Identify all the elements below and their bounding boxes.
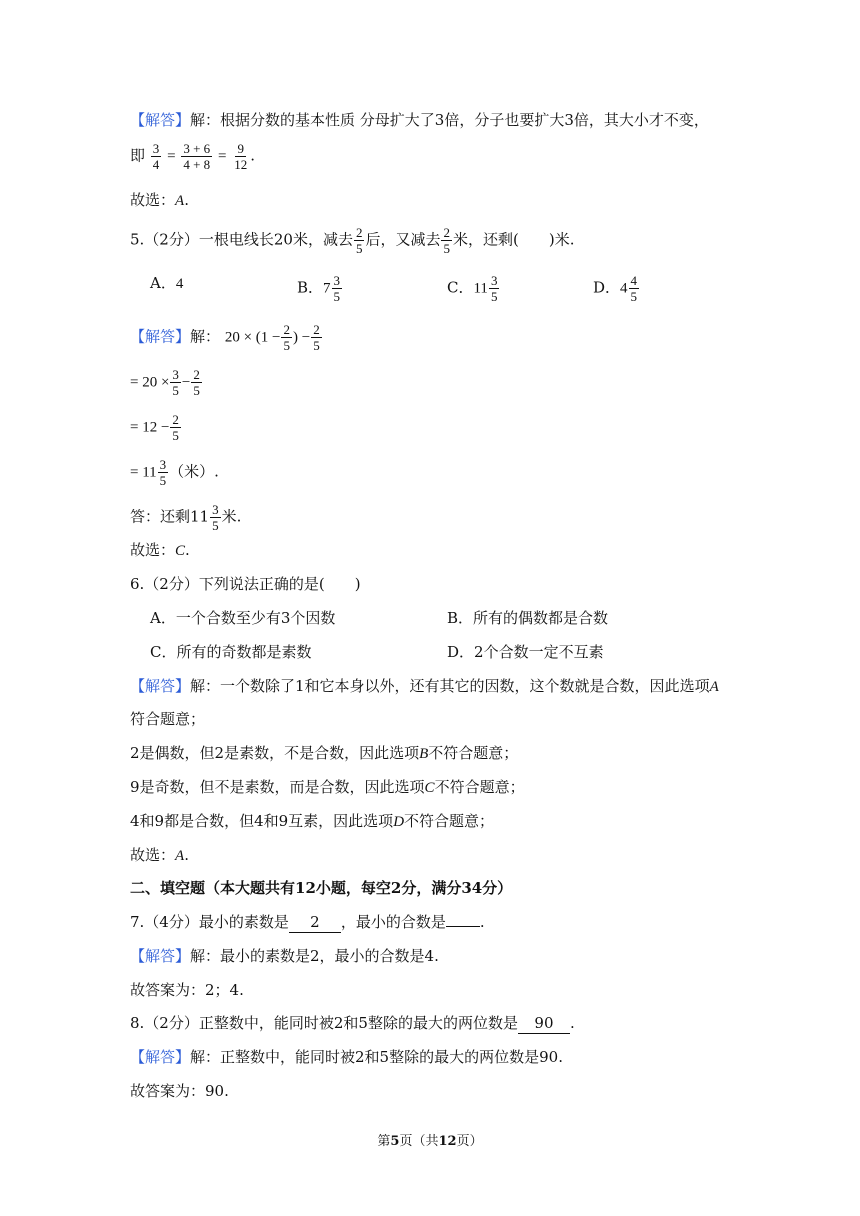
q6-answer-line-5: 4和9都是合数，但4和9互素，因此选项D不符合题意； [130, 812, 495, 830]
fraction: $\frac{3}{5}$ [333, 273, 341, 304]
fraction: $\frac{3}{5}$ [172, 367, 179, 398]
fraction: $\frac{2}{5}$ [313, 322, 320, 353]
q5-solution-line-3: = 12 − $\frac{2}{5}$ [130, 412, 179, 443]
choice-letter: C [175, 543, 186, 559]
q6-answer-line-2: 符合题意； [130, 710, 206, 728]
fill-blank: 2 [289, 912, 341, 933]
q6-option-a: A．一个合数至少有3个因数 [150, 609, 336, 627]
fraction: $\frac{3}{5}$ [212, 502, 219, 533]
q6-option-c: C．所有的奇数都是素数 [150, 643, 312, 661]
q8-stem: 8.（2分）正整数中，能同时被2和5整除的最大的两位数是 90 . [130, 1014, 575, 1032]
fraction: $\frac{9}{12}$ [234, 141, 248, 172]
fill-blank [446, 926, 480, 927]
fraction: $\frac{3 + 6}{4 + 8}$ [183, 141, 211, 172]
q5-option-d: D．4 $\frac{4}{5}$ [593, 273, 638, 304]
fill-blank: 90 [518, 1013, 570, 1034]
fraction: $\frac{3}{5}$ [159, 457, 167, 488]
answer-tag: 【解答】 [130, 677, 191, 695]
page-number: 5 [390, 1134, 400, 1149]
answer-tag: 【解答】 [130, 111, 191, 129]
q6-answer-line-1: 【解答】解：一个数除了1和它本身以外，还有其它的因数，这个数就是合数，因此选项A [130, 677, 719, 695]
q5-answer-sentence: 答：还剩11 $\frac{3}{5}$ 米. [130, 502, 242, 533]
q7-final: 故答案为：2；4. [130, 981, 244, 999]
q5-choice-line: 故选：C. [130, 541, 190, 559]
fraction: $\frac{4}{5}$ [630, 273, 638, 304]
fraction: $\frac{2}{5}$ [193, 367, 200, 398]
q6-stem: 6.（2分）下列说法正确的是( ) [130, 575, 361, 593]
q7-answer: 【解答】解：最小的素数是2，最小的合数是4. [130, 947, 439, 965]
answer-tag: 【解答】 [130, 947, 191, 965]
fraction: $\frac{2}{5}$ [355, 225, 363, 256]
q8-final: 故答案为：90. [130, 1082, 229, 1100]
fraction: $\frac{2}{5}$ [283, 322, 290, 353]
choice-letter: A [175, 193, 185, 209]
q6-option-b: B．所有的偶数都是合数 [447, 609, 609, 627]
section-heading: 二、填空题（本大题共有12小题，每空2分，满分34分） [130, 879, 513, 897]
total-pages: 12 [438, 1134, 457, 1149]
q5-option-a: A．4 [150, 274, 184, 292]
q7-stem: 7.（4分）最小的素数是 2 ，最小的合数是 . [130, 913, 485, 931]
q5-option-c: C．11 $\frac{3}{5}$ [447, 273, 498, 304]
answer-text: 解：根据分数的基本性质 分母扩大了3倍，分子也要扩大3倍，其大小才不变， [190, 111, 709, 129]
q8-answer: 【解答】解：正整数中，能同时被2和5整除的最大的两位数是90. [130, 1048, 563, 1066]
fraction: $\frac{2}{5}$ [172, 412, 179, 443]
q6-option-d: D．2个合数一定不互素 [447, 643, 604, 661]
q6-choice-line: 故选：A. [130, 846, 189, 864]
q4-fraction-equation: 即 $\frac{3}{4}$ = $\frac{3 + 6}{4 + 8}$ = $\frac{9}{12}$ . [130, 141, 255, 172]
q6-answer-line-3: 2是偶数，但2是素数，不是合数，因此选项B不符合题意； [130, 744, 519, 762]
q5-stem: 5.（2分）一根电线长20米，减去 $\frac{2}{5}$ 后，又减去 $\frac{2}{5}$ 米，还剩( )米. [130, 225, 575, 256]
fraction: $\frac{3}{4}$ [152, 141, 160, 172]
q6-answer-line-4: 9是奇数，但不是素数，而是合数，因此选项C不符合题意； [130, 778, 525, 796]
fraction: $\frac{2}{5}$ [443, 225, 450, 256]
q5-solution-line-2: = 20 × $\frac{3}{5}$ − $\frac{2}{5}$ [130, 367, 200, 398]
answer-tag: 【解答】 [130, 327, 191, 346]
choice-letter: A [175, 848, 185, 864]
q4-answer-line [130, 110, 709, 130]
q5-solution-line-4: = 11 $\frac{3}{5}$ （米）. [130, 457, 219, 488]
q5-solution-line-1: 【解答】解： 20 × (1 − $\frac{2}{5}$ ) − $\frac{2}{5}$ [130, 322, 320, 353]
page-footer: 第5页（共12页） [377, 1134, 483, 1149]
q4-choice-line: 故选：A. [130, 191, 189, 209]
q5-option-b: B．7 $\frac{3}{5}$ [297, 273, 341, 304]
answer-tag: 【解答】 [130, 1048, 191, 1066]
fraction: $\frac{3}{5}$ [490, 273, 498, 304]
